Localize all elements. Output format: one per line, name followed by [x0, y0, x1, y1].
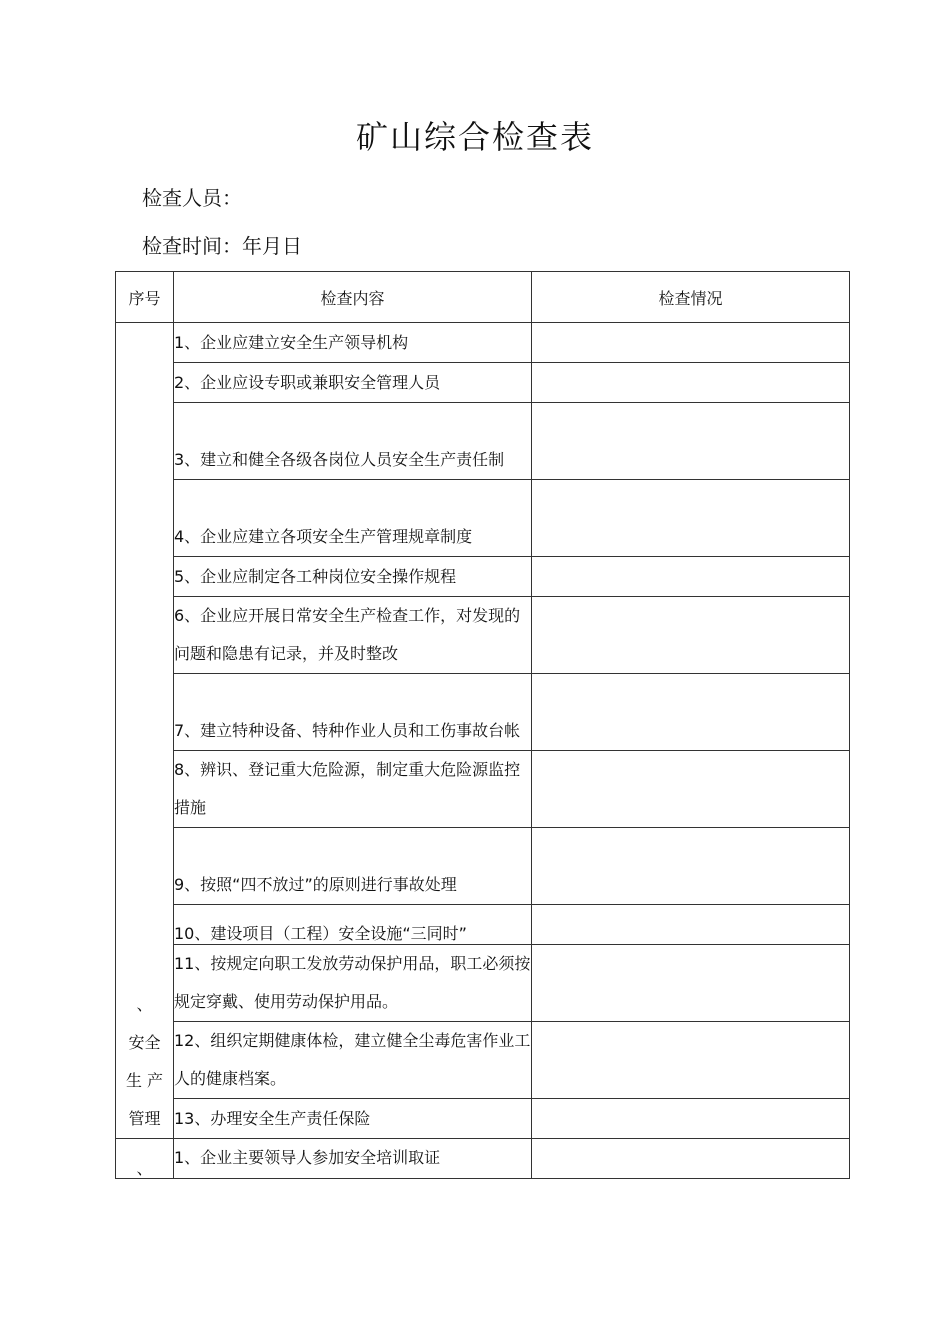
result-cell[interactable]: [532, 557, 850, 597]
header-serial: 序号: [116, 272, 174, 323]
category-line: 安全: [128, 1033, 161, 1052]
result-cell[interactable]: [532, 828, 850, 905]
table-row: [116, 363, 850, 403]
result-cell[interactable]: [532, 363, 850, 403]
result-cell[interactable]: [532, 751, 850, 828]
table-row: [116, 597, 850, 674]
result-cell[interactable]: [532, 403, 850, 480]
category-mark: 、: [136, 1159, 153, 1178]
table-header-row: [116, 272, 850, 323]
result-cell[interactable]: [532, 323, 850, 363]
result-cell[interactable]: [532, 1022, 850, 1099]
category-line: 管理: [128, 1109, 161, 1128]
result-cell[interactable]: [532, 945, 850, 1022]
check-item: 11、按规定向职工发放劳动保护用品，职工必须按规定穿戴、使用劳动保护用品。: [174, 945, 532, 1022]
result-cell[interactable]: [532, 480, 850, 557]
table-row: [116, 403, 850, 480]
check-item: 1、企业应建立安全生产领导机构: [174, 323, 532, 363]
check-item: 6、企业应开展日常安全生产检查工作，对发现的问题和隐患有记录，并及时整改: [174, 597, 532, 674]
table-row: [116, 945, 850, 1022]
header-content: 检查内容: [174, 272, 532, 323]
result-cell[interactable]: [532, 905, 850, 945]
result-cell[interactable]: [532, 597, 850, 674]
inspection-time-label: 检查时间：年月日: [142, 234, 302, 258]
table-row: [116, 905, 850, 945]
header-result: 检查情况: [532, 272, 850, 323]
page-title: 矿山综合检查表: [355, 118, 594, 156]
result-cell[interactable]: [532, 1099, 850, 1139]
table-row: [116, 1022, 850, 1099]
table-row: [116, 828, 850, 905]
check-item: 12、组织定期健康体检，建立健全尘毒危害作业工人的健康档案。: [174, 1022, 532, 1099]
category-mark: 、: [136, 995, 153, 1014]
check-item: 2、企业应设专职或兼职安全管理人员: [174, 363, 532, 403]
result-cell[interactable]: [532, 1139, 850, 1179]
table-row: [116, 1139, 850, 1179]
check-item: 1、企业主要领导人参加安全培训取证: [174, 1139, 532, 1179]
table-row: [116, 674, 850, 751]
check-item: 4、企业应建立各项安全生产管理规章制度: [174, 480, 532, 557]
category-safety-management: [116, 323, 174, 1139]
check-item: 13、办理安全生产责任保险: [174, 1099, 532, 1139]
table-row: [116, 323, 850, 363]
category-line: 生 产: [125, 1071, 164, 1090]
category-2: [116, 1139, 174, 1179]
table-row: [116, 1099, 850, 1139]
table-row: [116, 751, 850, 828]
inspector-label: 检查人员：: [142, 186, 242, 210]
check-item: 3、建立和健全各级各岗位人员安全生产责任制: [174, 403, 532, 480]
result-cell[interactable]: [532, 674, 850, 751]
check-item: 10、建设项目（工程）安全设施“三同时”: [174, 905, 532, 945]
check-item: 8、辨识、登记重大危险源，制定重大危险源监控措施: [174, 751, 532, 828]
inspection-table: [115, 271, 850, 1179]
check-item: 5、企业应制定各工种岗位安全操作规程: [174, 557, 532, 597]
check-item: 9、按照“四不放过”的原则进行事故处理: [174, 828, 532, 905]
check-item: 7、建立特种设备、特种作业人员和工伤事故台帐: [174, 674, 532, 751]
table-row: [116, 557, 850, 597]
table-row: [116, 480, 850, 557]
